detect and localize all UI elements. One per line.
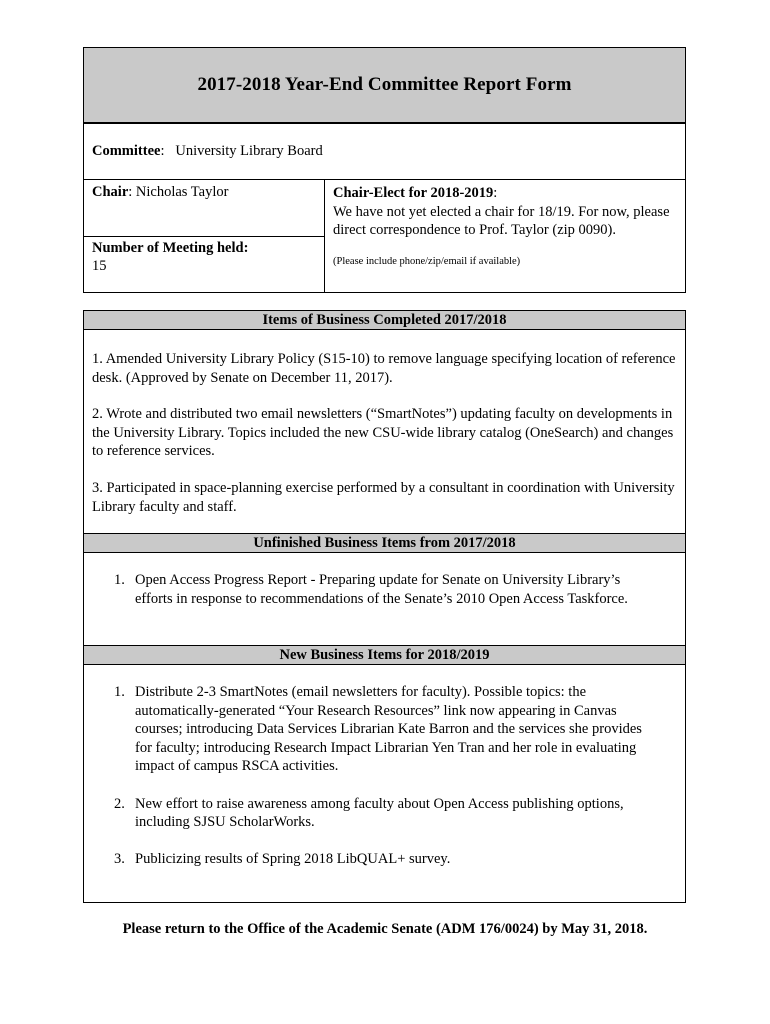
completed-item-3: 3. Participated in space-planning exercise performed by a consultant in coordination with University Library faculty and staff. (92, 480, 675, 515)
list-item: 2. New effort to raise awareness among faculty about Open Access publishing options, including SJSU ScholarWorks. (114, 795, 624, 830)
title-banner (83, 47, 686, 124)
committee-info-box (83, 123, 686, 293)
committee-label: Committee (92, 143, 161, 159)
completed-item-2: 2. Wrote and distributed two email newsletters (“SmartNotes”) updating faculty on developments in the University Library. Topics included the new CSU-wide library catalog (OneSearch) and changes to reference services. (92, 406, 674, 459)
business-items-box (83, 310, 686, 903)
chair-column (84, 180, 325, 292)
chair-elect-column: Chair-Elect for 2018-2019: We have not yet elected a chair for 18/19. For now, please direct correspondence to Prof. Taylor (zip 0090). (Please include phone/zip/email if available) (333, 184, 678, 271)
section-heading-new: New Business Items for 2018/2019 (84, 645, 685, 665)
new-items-list (84, 683, 685, 868)
meetings-field (92, 239, 248, 275)
list-item: 1. Open Access Progress Report - Preparing update for Senate on University Library’s efforts in response to recommendations of the Senate’s 2010 Open Access Taskforce. (114, 572, 628, 607)
divider (84, 236, 324, 237)
list-item: 1. Distribute 2-3 SmartNotes (email newsletters for faculty). Possible topics: the automatically-generated “Your Research Resources” link now appearing in Canvas courses; introducing Data Services Librarian Kate Barron and the services she provides for faculty; introducing Research Impact Librarian Yen Tran and her role in evaluating impact of campus RSCA activities. (114, 684, 642, 774)
committee-row: Committee: University Library Board (84, 123, 685, 180)
committee-value: University Library Board (175, 143, 323, 159)
chair-label: Chair (92, 184, 129, 200)
section-heading-unfinished: Unfinished Business Items from 2017/2018 (84, 533, 685, 553)
page-title: 2017-2018 Year-End Committee Report Form (197, 74, 572, 95)
chair-field: Chair: Nicholas Taylor (92, 184, 229, 200)
chair-value: Nicholas Taylor (135, 184, 229, 200)
return-instructions: Please return to the Office of the Academic Senate (ADM 176/0024) by May 31, 2018. (122, 921, 648, 937)
chair-elect-value: We have not yet elected a chair for 18/19. For now, please direct correspondence to Prof. Taylor (zip 0090). (333, 203, 670, 238)
contact-note: (Please include phone/zip/email if available) (333, 255, 521, 267)
chair-elect-label: Chair-Elect for 2018-2019 (333, 185, 494, 201)
unfinished-list (84, 571, 685, 608)
meetings-label: Number of Meeting held: (92, 240, 249, 256)
list-item: 3. Publicizing results of Spring 2018 LibQUAL+ survey. (114, 850, 451, 867)
completed-item-1: 1. Amended University Library Policy (S15-10) to remove language specifying location of reference desk. (Approved by Senate on December 11, 2017). (92, 351, 676, 386)
meetings-value: 15 (92, 258, 107, 274)
section-heading-completed: Items of Business Completed 2017/2018 (84, 310, 685, 330)
